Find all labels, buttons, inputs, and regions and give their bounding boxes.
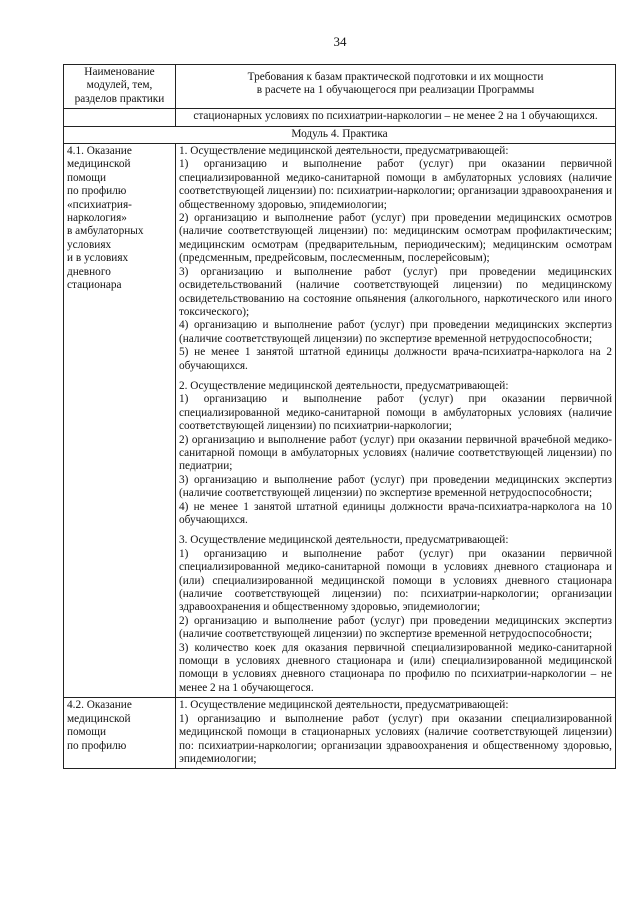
section-name-line: наркология»: [67, 212, 127, 225]
table-row: [64, 698, 616, 769]
section-name-line: дневного: [67, 265, 111, 278]
section-name-line: 4.1. Оказание: [67, 145, 132, 158]
section-name-line: стационара: [67, 279, 122, 292]
requirement-item: 1) организацию и выполнение работ (услуг) при оказании специализированной медицинской помощи в стационарных условиях (наличие соответствующей лицензии) по: психиатрии-наркологии; организации здравоохранения и общественному здоровью, эпидемиологии;: [179, 712, 612, 765]
requirement-item: 5) не менее 1 занятой штатной единицы должности врача-психиатра-нарколога на 2 обучающихся.: [179, 346, 612, 372]
header-col-modules: Наименование модулей, тем, разделов практики: [64, 65, 176, 109]
continuation-text: стационарных условиях по психиатрии-наркологии – не менее 2 на 1 обучающихся.: [176, 109, 616, 126]
section-name-line: 4.2. Оказание: [67, 699, 132, 712]
section-name-line: помощи: [67, 726, 107, 739]
table-header-row: [64, 65, 616, 109]
requirements-table: [63, 64, 616, 769]
requirement-heading: 3. Осуществление медицинской деятельности, предусматривающей:: [179, 534, 509, 547]
section-name-line: медицинской: [67, 158, 131, 171]
continuation-empty-cell: [64, 109, 176, 126]
section-name-line: медицинской: [67, 712, 131, 725]
section-name-line: «психиатрия-: [67, 198, 132, 211]
requirement-block: [179, 699, 612, 766]
requirement-item: 4) не менее 1 занятой штатной единицы должности врача-психиатра-нарколога на 10 обучающихся.: [179, 500, 612, 526]
practice-requirements: [176, 144, 616, 698]
page-number: 34: [333, 34, 347, 49]
module-title: Модуль 4. Практика: [64, 126, 616, 143]
requirement-block: [179, 534, 612, 695]
section-name-line: в амбулаторных: [67, 225, 144, 238]
requirement-item: 3) количество коек для оказания первичной специализированной медико-санитарной помощи в условиях дневного стационара и (или) специализированной медицинской помощи в условиях дневного стационара по профилю по психиатрии-наркологии – не менее 2 на 1 обучающегося.: [179, 641, 612, 694]
header-col-requirements-line2: в расчете на 1 обучающегося при реализации Программы: [256, 84, 535, 97]
section-name-line: по профилю: [67, 739, 127, 752]
requirement-block: [179, 380, 612, 527]
requirement-heading: 1. Осуществление медицинской деятельности, предусматривающей:: [179, 699, 509, 712]
practice-section-name: [64, 144, 176, 698]
requirement-heading: 2. Осуществление медицинской деятельности, предусматривающей:: [179, 379, 509, 392]
table-row: [64, 144, 616, 698]
requirement-item: 2) организацию и выполнение работ (услуг) при проведении медицинских экспертиз (наличие соответствующей лицензии) по экспертизе временной нетрудоспособности;: [179, 614, 612, 641]
requirement-item: 4) организацию и выполнение работ (услуг) при проведении медицинских экспертиз (наличие соответствующей лицензии) по экспертизе временной нетрудоспособности;: [179, 319, 612, 345]
requirement-block: [179, 145, 612, 373]
requirement-item: 2) организацию и выполнение работ (услуг) при оказании первичной врачебной медико-санитарной помощи в амбулаторных условиях (наличие соответствующей лицензии) по педиатрии;: [179, 433, 612, 473]
requirement-item: 1) организацию и выполнение работ (услуг) при оказании первичной специализированной медико-санитарной помощи в условиях дневного стационара и (или) специализированной медицинской помощи в условиях дневного стационара (наличие соответствующей лицензии) по: психиатрии-наркологии; организации здравоохранения и общественному здоровью, эпидемиологии;: [179, 547, 612, 614]
requirement-item: 3) организацию и выполнение работ (услуг) при проведении медицинских освидетельствований (наличие соответствующей лицензии) по медицинскому освидетельствованию на состояние опьянения (алкогольного, наркотического или иного токсического);: [179, 265, 612, 318]
continuation-row: [64, 109, 616, 126]
requirement-item: 1) организацию и выполнение работ (услуг) при оказании первичной специализированной медико-санитарной помощи в амбулаторных условиях (наличие соответствующей лицензии) по психиатрии-наркологии;: [179, 393, 612, 433]
requirement-item: 2) организацию и выполнение работ (услуг) при проведении медицинских осмотров (наличие соответствующей лицензии) по: медицинским осмотрам профилактическим; медицинским осмотрам (предварительным, периодическим); медицинским осмотрам (предсменным, предрейсовым, послесменным, послерейсовым);: [179, 212, 612, 265]
practice-section-name: [64, 698, 176, 769]
module-title-row: [64, 126, 616, 143]
section-name-line: помощи: [67, 171, 107, 184]
requirement-item: 3) организацию и выполнение работ (услуг) при проведении медицинских экспертиз (наличие соответствующей лицензии) по экспертизе временной нетрудоспособности;: [179, 473, 612, 500]
header-col-requirements: [176, 65, 616, 109]
requirement-heading: 1. Осуществление медицинской деятельности, предусматривающей:: [179, 145, 509, 158]
practice-requirements: [176, 698, 616, 769]
section-name-line: по профилю: [67, 185, 127, 198]
header-col-requirements-line1: Требования к базам практической подготовки и их мощности: [247, 71, 544, 83]
requirement-item: 1) организацию и выполнение работ (услуг) при оказании первичной специализированной медико-санитарной помощи в амбулаторных условиях (наличие соответствующей лицензии) по: психиатрии-наркологии; организации здравоохранения и общественному здоровью, эпидемиологии;: [179, 158, 612, 211]
section-name-line: условиях: [67, 238, 112, 251]
section-name-line: и в условиях: [67, 252, 129, 265]
